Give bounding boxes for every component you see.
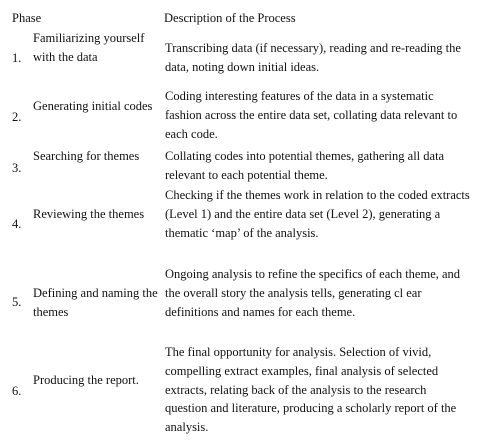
- phase-description: Coding interesting features of the data in a systematic fashion across the entire data set, collating data relevant to each code.: [165, 89, 458, 141]
- phase-number: 5.: [12, 295, 22, 309]
- phase-name: Defining and naming the themes: [33, 286, 158, 319]
- phase-description: Transcribing data (if necessary), reading and re-reading the data, noting down initial ideas.: [165, 41, 461, 74]
- phase-name: Generating initial codes: [33, 99, 153, 113]
- table-row: [0, 28, 477, 76]
- phase-description: Checking if the themes work in relation to the coded extracts (Level 1) and the entire data set (Level 2), generating a thematic ‘map’ of the analysis.: [165, 188, 470, 240]
- table-row: [0, 342, 477, 438]
- phase-number: 2.: [12, 110, 22, 124]
- phase-description: Collating codes into potential themes, gathering all data relevant to each potential theme.: [165, 149, 445, 182]
- phase-description: The final opportunity for analysis. Selection of vivid, compelling extract examples, final analysis of selected extracts, relating back of the analysis to the research question and literature, producing a scholarly report of the analysis.: [165, 345, 457, 435]
- phase-number: 6.: [12, 384, 22, 398]
- phase-number: 3.: [12, 161, 22, 175]
- table-header: [0, 8, 477, 28]
- table-row: [0, 264, 477, 342]
- phase-number: 4.: [12, 217, 22, 231]
- phase-name: Searching for themes: [33, 149, 140, 163]
- table-row: [0, 146, 477, 184]
- table-row: [0, 185, 477, 263]
- description-column-header: Description of the Process: [164, 11, 296, 25]
- phase-name: Reviewing the themes: [33, 207, 145, 221]
- phase-name: Producing the report.: [33, 373, 139, 387]
- phase-description: Ongoing analysis to refine the specifics of each theme, and the overall story the analysis tells, generating cl ear definitions and names for each theme.: [165, 267, 461, 319]
- phase-name: Familiarizing yourself with the data: [33, 31, 145, 64]
- table-row: [0, 86, 477, 144]
- phase-number: 1.: [12, 51, 22, 65]
- phase-column-header: Phase: [12, 11, 42, 25]
